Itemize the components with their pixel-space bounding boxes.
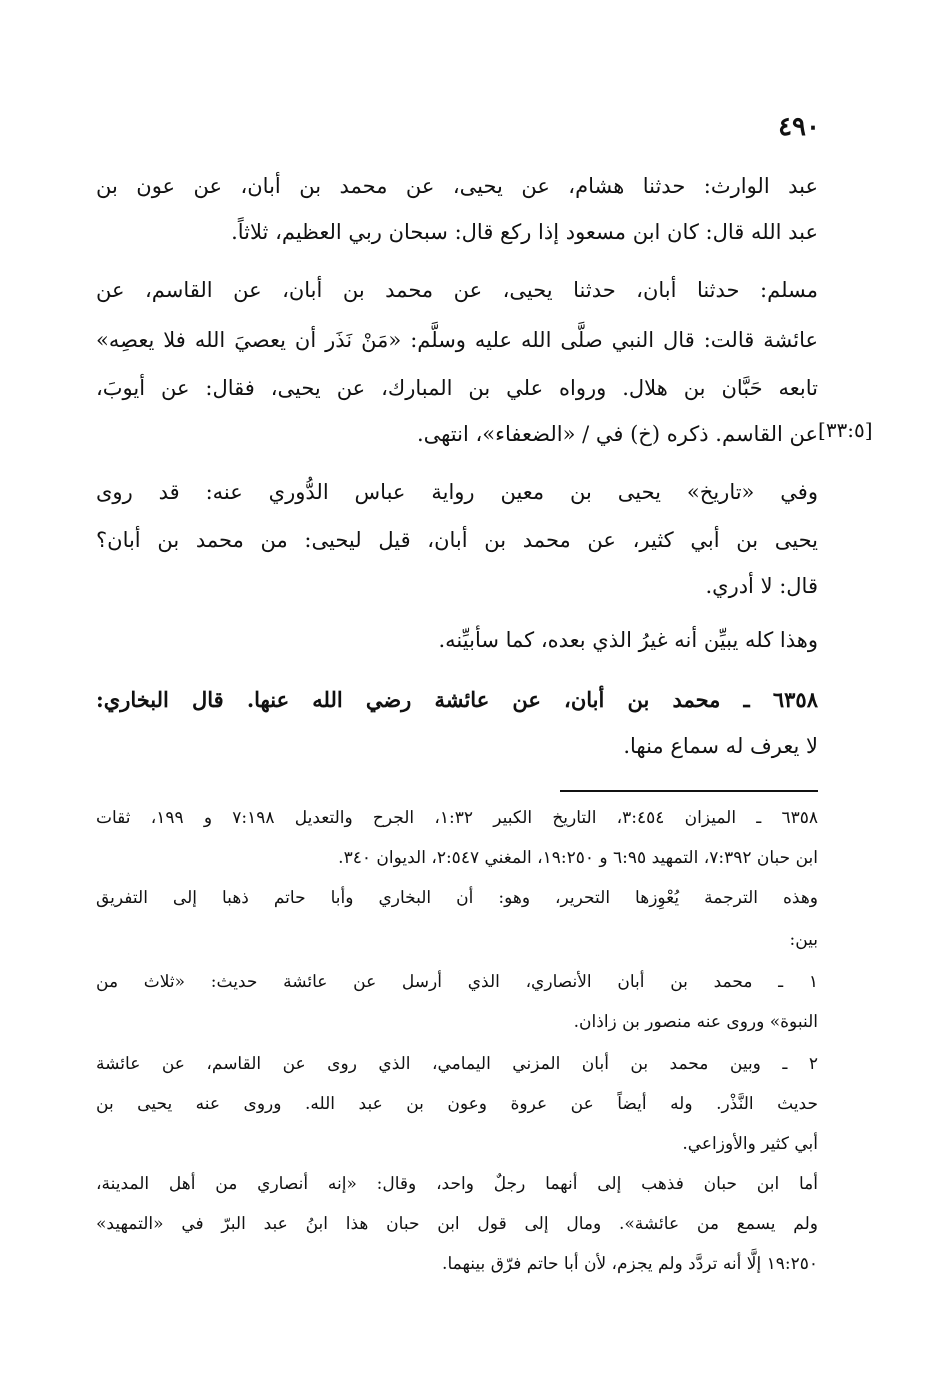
footnote-line-2: ابن حبان ٧:٣٩٢، التمهيد ٦:٩٥ و ١٩:٢٥٠، المغني ٢:٥٤٧، الديوان ٣٤٠. xyxy=(338,848,818,868)
body-line-12: لا يعرف له سماع منها. xyxy=(623,734,818,758)
body-line-2: عبد الله قال: كان ابن مسعود إذا ركع قال: سبحان ربي العظيم، ثلاثاً. xyxy=(231,220,818,244)
footnote-line-8: حديث النَّذْر. وله أيضاً عن عروة وعون بن عبد الله. وروى عنه يحيى بن xyxy=(96,1094,818,1114)
footnote-line-12: ١٩:٢٥٠ إلَّا أنه تردَّد ولم يجزم، لأن أبا حاتم فرّق بينهما. xyxy=(442,1254,818,1274)
body-line-6: عن القاسم. ذكره (خ) في / «الضعفاء»، انتهى. xyxy=(416,422,818,446)
body-line-9: قال: لا أدري. xyxy=(705,574,818,598)
footnote-line-9: أبي كثير والأوزاعي. xyxy=(682,1134,818,1154)
footnote-line-10: أما ابن حبان فذهب إلى أنهما رجلٌ واحد، وقال: «إنه أنصاري من أهل المدينة، xyxy=(96,1174,818,1194)
footnote-line-6: النبوة» وروى عنه منصور بن زاذان. xyxy=(573,1012,818,1032)
footnote-line-4: بين: xyxy=(789,930,818,950)
body-line-3: مسلم: حدثنا أبان، حدثنا يحيى، عن محمد بن أبان، عن القاسم، عن xyxy=(96,278,818,302)
body-line-10: وهذا كله يبيِّن أنه غيرُ الذي بعده، كما سأبيِّنه. xyxy=(438,628,818,652)
body-line-8: يحيى بن أبي كثير، عن محمد بن أبان، قيل ليحيى: من محمد بن أبان؟ xyxy=(96,528,818,552)
footnote-line-11: ولم يسمع من عائشة». ومال إلى قول ابن حبان هذا ابنُ عبد البرّ في «التمهيد» xyxy=(96,1214,818,1234)
body-line-7: وفي «تاريخ» يحيى بن معين رواية عباس الدُّوري عنه: قد روى xyxy=(96,480,818,504)
footnote-line-7: ٢ ـ وبين محمد بن أبان المزني اليمامي، الذي روى عن القاسم، عن عائشة xyxy=(96,1054,818,1074)
body-line-4: عائشة قالت: قال النبي صلَّى الله عليه وسلَّم: «مَنْ نَذَر أن يعصيَ الله فلا يعصِه» xyxy=(96,328,818,352)
footnote-line-5: ١ ـ محمد بن أبان الأنصاري، الذي أرسل عن عائشة حديث: «ثلاث من xyxy=(96,972,818,992)
footnote-divider xyxy=(560,790,818,792)
entry-heading-6358: ٦٣٥٨ ـ محمد بن أبان، عن عائشة رضي الله عنها. قال البخاري: xyxy=(96,687,818,712)
body-line-5: تابعه حَبَّان بن هلال. ورواه علي بن المبارك، عن يحيى، فقال: عن أيوبَ، xyxy=(96,376,818,400)
footnote-line-1: ٦٣٥٨ ـ الميزان ٣:٤٥٤، التاريخ الكبير ١:٣٢، الجرح والتعديل ٧:١٩٨ و ١٩٩، ثقات xyxy=(96,808,819,828)
page-number: ٤٩٠ xyxy=(778,112,820,142)
footnote-line-3: وهذه الترجمة يُعْوِزها التحرير، وهو: أن البخاري وأبا حاتم ذهبا إلى التفريق xyxy=(96,888,818,908)
body-line-1: عبد الوارث: حدثنا هشام، عن يحيى، عن محمد بن أبان، عن عون بن xyxy=(96,174,818,198)
margin-reference: [٣٣:٥] xyxy=(818,418,873,442)
